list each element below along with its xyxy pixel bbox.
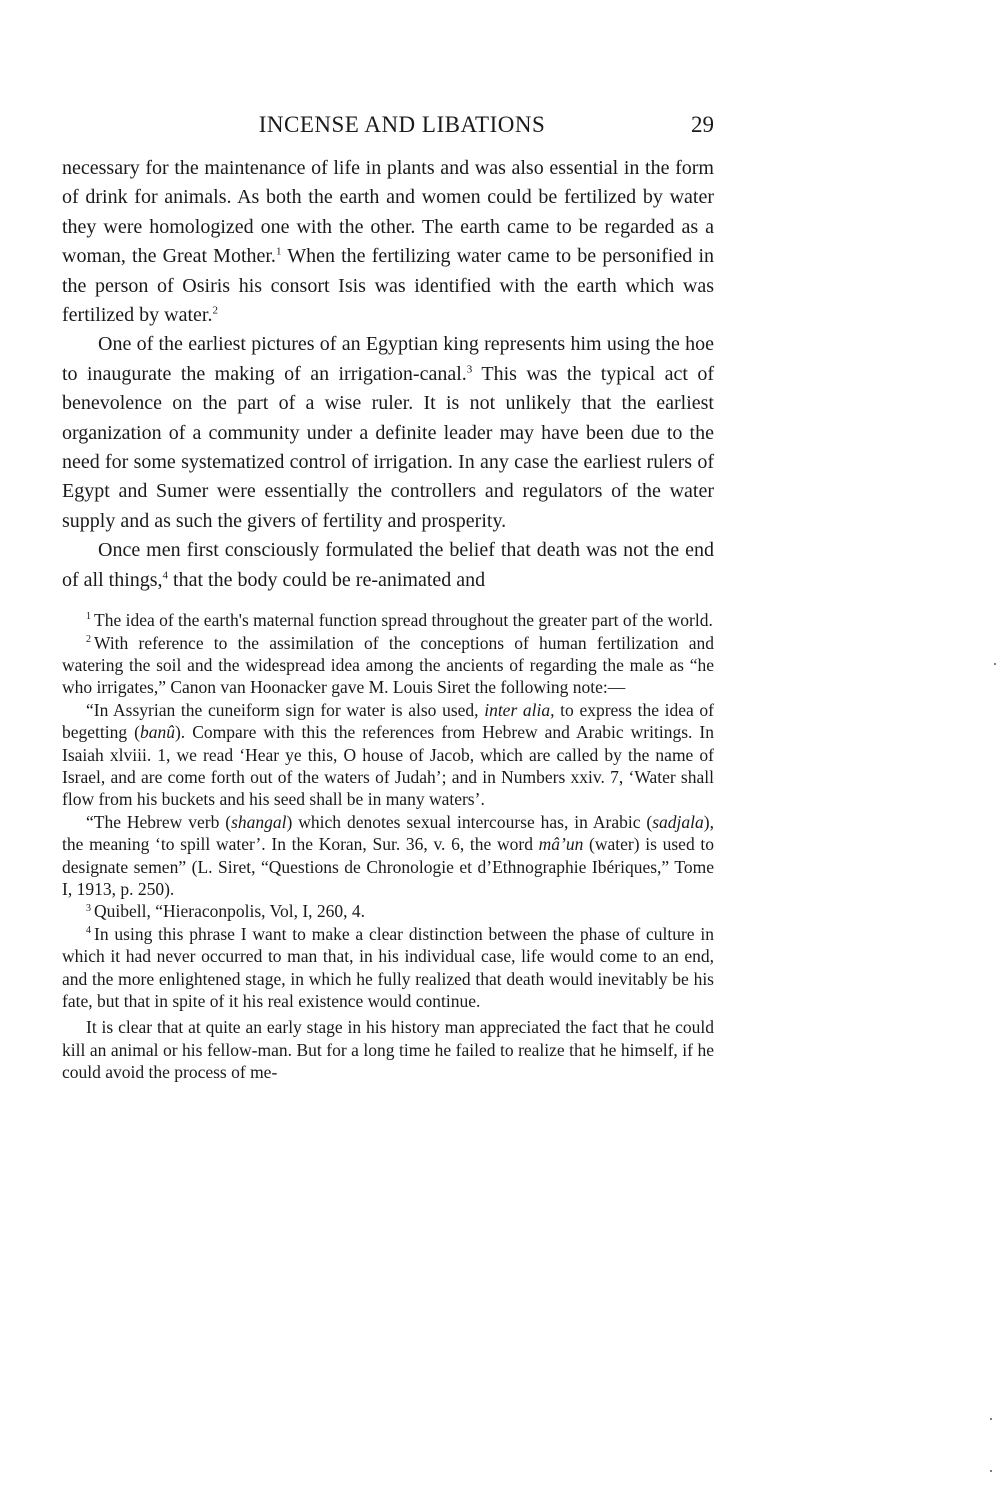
paragraph-3	[62, 536, 714, 595]
margin-speck	[990, 1470, 992, 1472]
paragraph-1	[62, 154, 714, 330]
footnote-4-text: In using this phrase I want to make a clear distinction between the phase of culture in which it had never occurred to man that, in his individual case, life would come to an end, and the more enlightened stage, in which he fully realized that death would inevitably be his fate, but that in spite of it his real existence would continue.	[62, 923, 714, 1011]
paragraph-2-text-a: One of the earliest pictures of an Egyptian king represents him using the hoe to inaugurate the making of an irrigation-canal.	[62, 333, 714, 385]
quote-1-text-a: “In Assyrian the cuneiform sign for water is also used,	[86, 699, 485, 720]
footnote-2	[62, 632, 714, 699]
footnote-2-quote-1	[62, 699, 714, 811]
footnote-3	[62, 900, 714, 922]
margin-speck	[990, 1418, 992, 1420]
footnote-1-mark: 1	[86, 611, 91, 623]
quote-2-text-b: ) which denotes sexual intercourse has, in Arabic (	[286, 811, 653, 832]
footnote-2-text: With reference to the assimilation of the conceptions of human fertilization and watering the soil and the widespread idea among the ancients of regarding the male as “he who irrigates,” Canon van Hoonacker gave M. Louis Siret the following note:—	[62, 632, 714, 698]
margin-speck	[994, 663, 996, 665]
quote-2-italic-a: shangal	[231, 811, 287, 832]
book-page	[62, 108, 714, 1084]
paragraph-1-text-b: When the fertilizing water came to be personified in the person of Osiris his consort Isis was identified with the earth which was fertilized by water.	[62, 245, 714, 327]
footnote-3-text: Quibell, “Hieraconpolis, Vol, I, 260, 4.	[94, 901, 366, 922]
quote-2-italic-c: mâ’un	[538, 834, 584, 855]
footnotes	[62, 609, 714, 1012]
paragraph-1-text-a: necessary for the maintenance of life in plants and was also essential in the form of drink for animals. As both the earth and women could be fertilized by water they were homologized one with the other. The earth came to be regarded as a woman, the Great Mother.	[62, 157, 714, 268]
continuation-paragraph: It is clear that at quite an early stage in his history man appreciated the fact that he could kill an animal or his fellow-man. But for a long time he failed to realize that he himself, if he could avoid the process of me-	[62, 1017, 714, 1083]
running-title: INCENSE AND LIBATIONS	[258, 112, 546, 137]
footnote-1	[62, 609, 714, 631]
footnote-2-quote-2	[62, 811, 714, 901]
body-text	[62, 154, 714, 595]
page-number: 29	[691, 112, 714, 137]
footnote-2-mark: 2	[86, 633, 91, 645]
footnote-1-text: The idea of the earth's maternal function spread throughout the greater part of the world.	[94, 610, 713, 631]
footnote-ref-1: 1	[275, 245, 282, 258]
paragraph-3-text-b: that the body could be re-animated and	[168, 568, 486, 591]
quote-2-text-c: ), the meaning ‘to spill water’. In the Koran, Sur. 36, v. 6, the word	[62, 811, 714, 855]
quote-1-text-b: to express the idea of begetting (	[62, 699, 714, 743]
paragraph-2-text-b: This was the typical act of benevolence on the part of a wise ruler. It is not unlikely that the earliest organization of a community under a definite leader may have been due to the need for some systematized control of irrigation. In any case the earliest rulers of Egypt and Sumer were essentially the controllers and regulators of the water supply and as such the givers of fertility and prosperity.	[62, 362, 714, 532]
footnote-continuation	[62, 1016, 714, 1083]
quote-1-italic-b: banû	[139, 722, 175, 743]
quote-1-text-c: ). Compare with this the references from Hebrew and Arabic writings. In Isaiah xlviii. 1, we read ‘Hear ye this, O house of Jacob, which are called by the name of Israel, and are come forth out of the waters of Judah’; and in Numbers xxiv. 7, ‘Water shall flow from his buckets and his seed shall be in many waters’.	[62, 722, 714, 810]
paragraph-3-text-a: Once men first consciously formulated the belief that death was not the end of all things,	[62, 539, 714, 591]
quote-2-text-a: “The Hebrew verb (	[86, 811, 232, 832]
footnote-3-mark: 3	[86, 902, 91, 914]
running-head	[62, 108, 714, 148]
paragraph-2	[62, 330, 714, 536]
footnote-ref-3: 3	[466, 363, 473, 376]
quote-1-italic-a: inter alia,	[484, 699, 555, 720]
quote-2-text-d: (water) is used to designate semen” (L. Siret, “Questions de Chronologie et d’Ethnographie Ibériques,” Tome I, 1913, p. 250).	[62, 834, 714, 899]
footnote-ref-4: 4	[162, 569, 169, 582]
footnote-ref-2: 2	[212, 304, 218, 317]
quote-2-italic-b: sadjala	[652, 811, 704, 832]
footnote-4-mark: 4	[86, 924, 91, 936]
footnote-4	[62, 923, 714, 1013]
